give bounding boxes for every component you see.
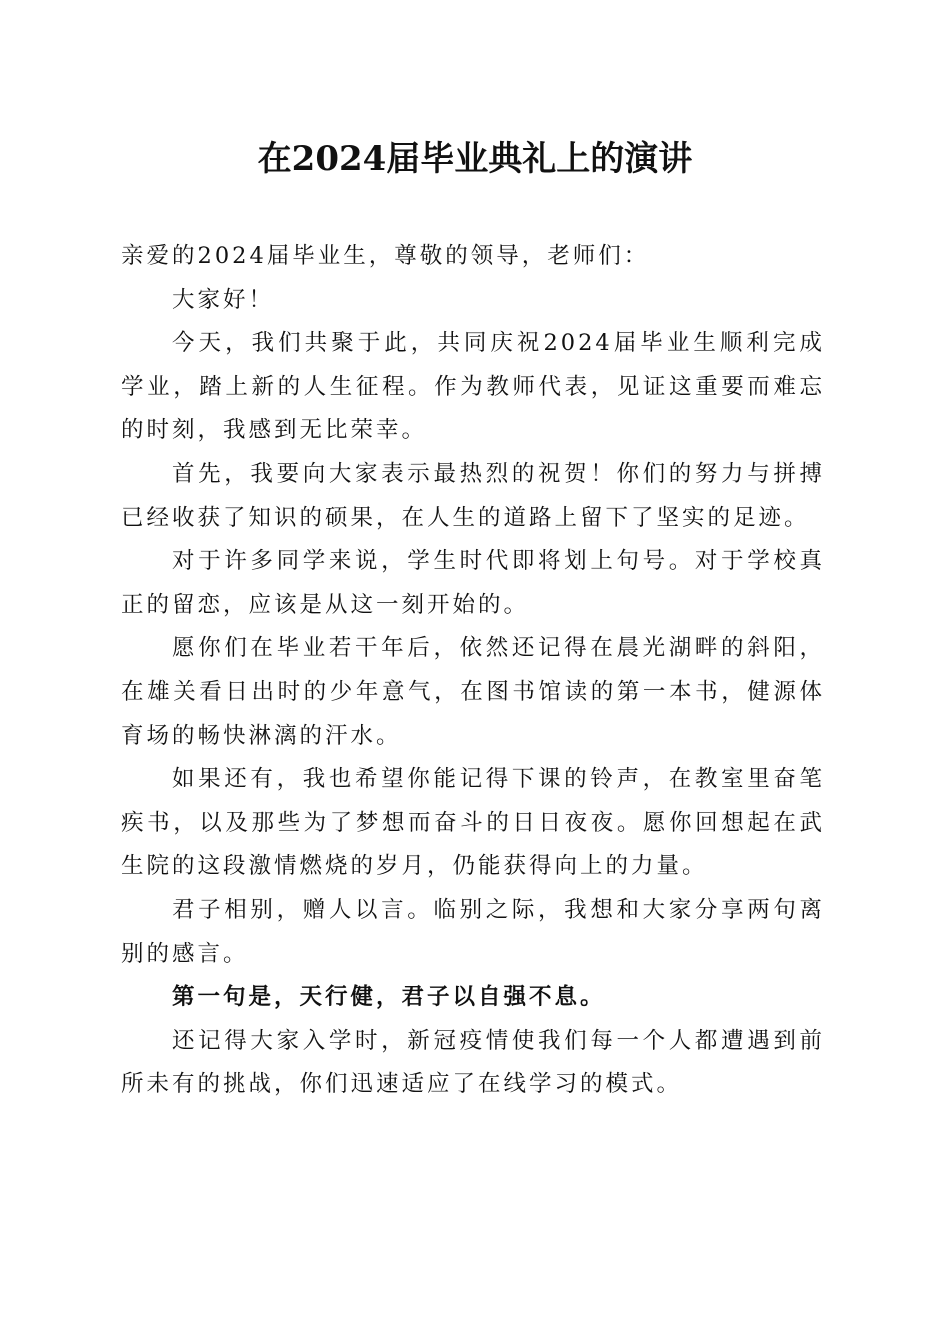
paragraph-school-days: 对于许多同学来说，学生时代即将划上句号。对于学校真正的留恋，应该是从这一刻开始的。 <box>121 548 825 618</box>
salutation: 亲爱的2024届毕业生，尊敬的领导，老师们： <box>121 243 650 269</box>
paragraph-first-motto: 第一句是，天行健，君子以自强不息。 <box>172 984 606 1011</box>
paragraph-hopes: 如果还有，我也希望你能记得下课的铃声，在教室里奋笔疾书，以及那些为了梦想而奋斗的日日夜夜。愿你回想起在武生院的这段激情燃烧的岁月，仍能获得向上的力量。 <box>121 766 825 880</box>
paragraph-memories: 愿你们在毕业若干年后，依然还记得在晨光湖畔的斜阳，在雄关看日出时的少年意气，在图书馆读的第一本书，健源体育场的畅快淋漓的汗水。 <box>121 635 825 749</box>
paragraph-greeting: 大家好！ <box>172 286 275 313</box>
paragraph-pandemic: 还记得大家入学时，新冠疫情使我们每一个人都遭遇到前所未有的挑战，你们迅速适应了在线学习的模式。 <box>121 1027 825 1098</box>
speech-body <box>121 235 825 1107</box>
paragraph-farewell: 君子相别，赠人以言。临别之际，我想和大家分享两句离别的感言。 <box>121 896 825 967</box>
page-title: 在2024届毕业典礼上的演讲 <box>257 139 693 179</box>
paragraph-opening: 今天，我们共聚于此，共同庆祝2024届毕业生顺利完成学业，踏上新的人生征程。作为教师代表，见证这重要而难忘的时刻，我感到无比荣幸。 <box>121 330 825 444</box>
paragraph-congratulations: 首先，我要向大家表示最热烈的祝贺！你们的努力与拼搏已经收获了知识的硕果，在人生的道路上留下了坚实的足迹。 <box>121 460 825 531</box>
